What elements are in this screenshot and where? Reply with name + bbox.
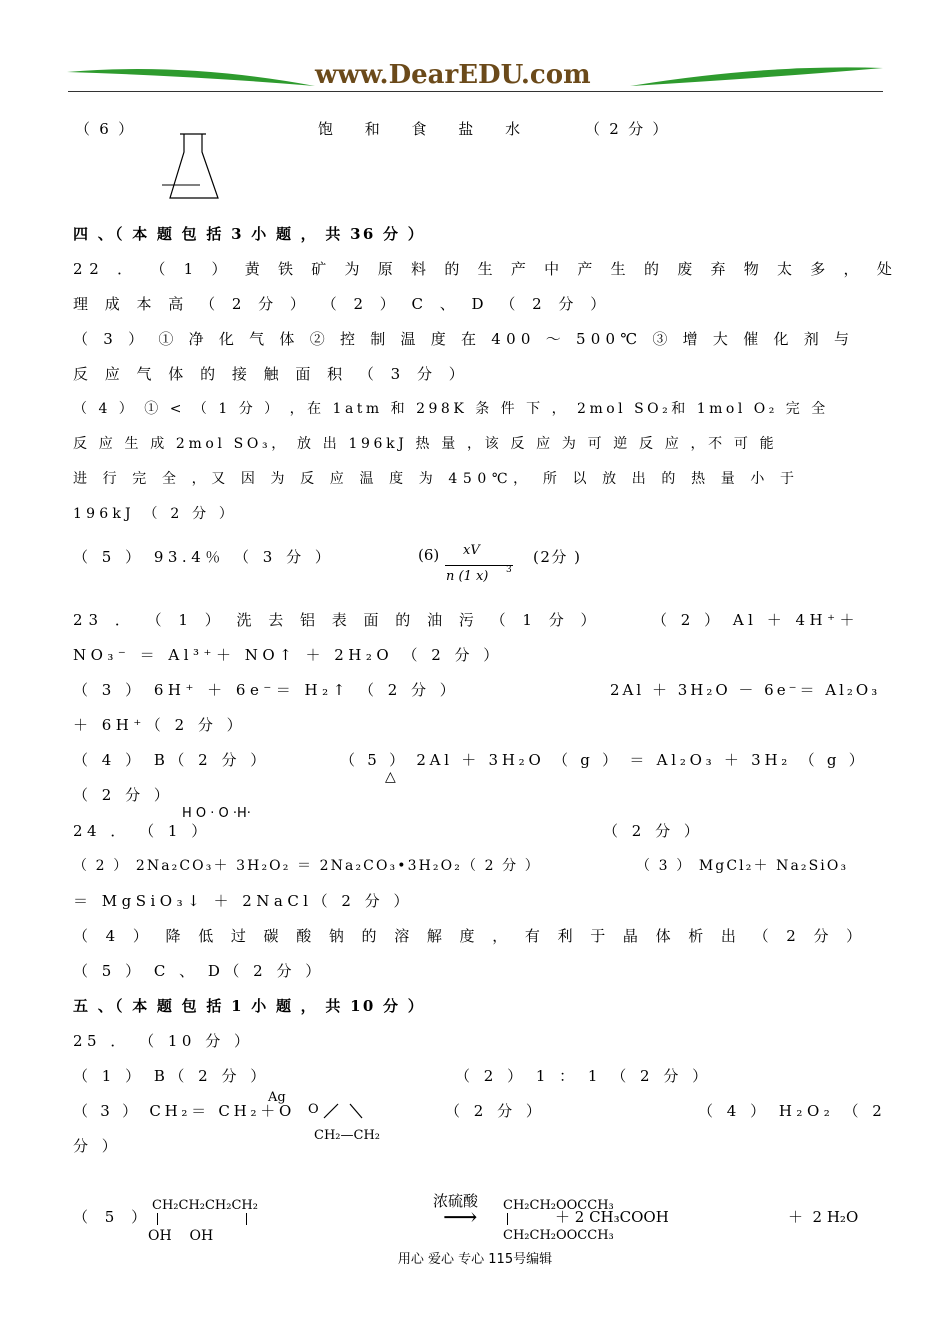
fraction-exponent: 3 xyxy=(506,565,512,575)
header-logo xyxy=(65,58,885,94)
q22-line-i3: (2分 ) xyxy=(533,548,582,566)
q25-e-label: （ 5 ） xyxy=(73,1208,153,1226)
epoxide-bonds-icon xyxy=(310,1100,370,1124)
q22-line-g: 进 行 完 全 ，又 因 为 反 应 温 度 为 450℃， 所 以 放 出 的 热 量 小 于 xyxy=(73,471,800,487)
q23-line-c2: 2Al ＋ 3H₂O － 6e⁻＝ Al₂O₃ xyxy=(610,681,881,699)
fraction-numerator: xV xyxy=(463,543,480,558)
q25-line-c1: （ 3 ） CH₂＝ CH₂＋O xyxy=(73,1102,296,1120)
q25-line-b2: （ 2 ） 1 ： 1 （ 2 分 ） xyxy=(455,1067,712,1085)
q22-line-b: 理 成 本 高 （ 2 分 ） （ 2 ） C 、 D （ 2 分 ） xyxy=(73,295,612,313)
q23-line-a1: 23 ． （ 1 ） 洗 去 铝 表 面 的 油 污 （ 1 分 ） xyxy=(73,611,602,629)
header-logo-text: www.DearEDU.com xyxy=(315,60,591,90)
q22-line-a: 22 ． （ 1 ） 黄 铁 矿 为 原 料 的 生 产 中 产 生 的 废 弃 物 太 多 ， 处 xyxy=(73,260,899,278)
reactant-hydroxyls: OH OH xyxy=(148,1228,214,1244)
q25-line-c3: （ 4 ） H₂O₂ （ 2 xyxy=(698,1102,887,1120)
product-top: CH₂CH₂OOCCH₃ xyxy=(503,1198,614,1213)
q22-line-i1: （ 5 ） 93.4％ （ 3 分 ） xyxy=(73,548,335,566)
electron-formula: H O · O ·H· xyxy=(182,806,251,821)
q24-line-e: （ 5 ） C 、 D（ 2 分 ） xyxy=(73,962,325,980)
section-5-title: 五 、（ 本 题 包 括 1 小 题 ， 共 10 分 ） xyxy=(73,997,425,1015)
q22-line-c: （ 3 ） ① 净 化 气 体 ② 控 制 温 度 在 400 ～ 500℃ ③ 增 大 催 化 剂 与 xyxy=(73,330,855,348)
q24-line-b1: （ 2 ） 2Na₂CO₃＋ 3H₂O₂ ＝ 2Na₂CO₃•3H₂O₂（ 2 分 ） xyxy=(73,858,541,874)
epoxide-ring: CH₂—CH₂ xyxy=(314,1128,380,1143)
epoxide-oxygen: O xyxy=(308,1102,319,1117)
q23-line-f: （ 2 分 ） xyxy=(73,786,174,804)
l6-answer: 饱 和 食 盐 水 xyxy=(318,120,534,138)
water-product: ＋ 2 H₂O xyxy=(788,1208,859,1226)
l6-score: （ 2 分 ） xyxy=(585,120,670,138)
reaction-arrow-icon: ⟶ xyxy=(443,1203,478,1231)
q25-line-b1: （ 1 ） B（ 2 分 ） xyxy=(73,1067,270,1085)
q24-line-a1: 24 ． （ 1 ） xyxy=(73,822,211,840)
conical-flask-icon xyxy=(160,130,230,206)
bond-left xyxy=(157,1213,158,1225)
product-bottom: CH₂CH₂OOCCH₃ xyxy=(503,1228,614,1243)
fraction-bar xyxy=(445,565,513,566)
q25-line-a: 25 ． （ 10 分 ） xyxy=(73,1032,254,1050)
reactant-chain: CH₂CH₂CH₂CH₂ xyxy=(152,1198,258,1213)
q22-line-f: 反 应 生 成 2mol SO₃， 放 出 196kJ 热 量 ，该 反 应 为 可 逆 反 应 ，不 可 能 xyxy=(73,436,778,452)
reaction-condition: 浓硫酸 xyxy=(433,1192,479,1210)
fraction-denominator: n (1 x) xyxy=(446,569,489,584)
q25-line-c2: （ 2 分 ） xyxy=(445,1102,546,1120)
q23-line-d: ＋ 6H⁺（ 2 分 ） xyxy=(73,716,247,734)
q22-line-d: 反 应 气 体 的 接 触 面 积 （ 3 分 ） xyxy=(73,365,470,383)
l6-number: （ 6 ） xyxy=(75,120,136,138)
catalyst-ag: Ag xyxy=(268,1090,286,1105)
q24-line-a2: （ 2 分 ） xyxy=(603,822,704,840)
header-rule xyxy=(68,91,883,92)
q24-line-b2: （ 3 ） MgCl₂＋ Na₂SiO₃ xyxy=(636,858,849,874)
q22-line-e: （ 4 ） ① < （ 1 分 ） ，在 1atm 和 298K 条 件 下 ， 2mol SO₂和 1mol O₂ 完 全 xyxy=(73,401,829,417)
q23-line-e2: （ 5 ） 2Al ＋ 3H₂O （ g ） ＝ Al₂O₃ ＋ 3H₂ （ g ） xyxy=(340,751,868,769)
section-4-title: 四 、（ 本 题 包 括 3 小 题 ， 共 36 分 ） xyxy=(73,225,425,243)
q23-line-c1: （ 3 ） 6H⁺ ＋ 6e⁻＝ H₂↑ （ 2 分 ） xyxy=(73,681,460,699)
product-bond xyxy=(507,1213,508,1225)
q23-line-a2: （ 2 ） Al ＋ 4H⁺＋ xyxy=(652,611,860,629)
q25-line-d: 分 ） xyxy=(73,1137,122,1155)
footer-text: 用心 爱心 专心 115号编辑 xyxy=(397,1252,553,1267)
q22-line-i2: (6) xyxy=(418,546,440,564)
acetic-acid: ＋ 2 CH₃COOH xyxy=(555,1208,669,1226)
q23-line-b: NO₃⁻ ＝ Al³⁺＋ NO↑ ＋ 2H₂O （ 2 分 ） xyxy=(73,646,503,664)
q23-line-e1: （ 4 ） B（ 2 分 ） xyxy=(73,751,270,769)
q24-line-d: （ 4 ） 降 低 过 碳 酸 钠 的 溶 解 度 ， 有 利 于 晶 体 析 出 （ 2 分 ） xyxy=(73,927,868,945)
bond-right xyxy=(246,1213,247,1225)
q22-line-h: 196kJ （ 2 分 ） xyxy=(73,506,238,522)
q24-line-c: ＝ MgSiO₃↓ ＋ 2NaCl（ 2 分 ） xyxy=(73,892,413,910)
heat-delta-symbol: △ xyxy=(385,769,396,785)
